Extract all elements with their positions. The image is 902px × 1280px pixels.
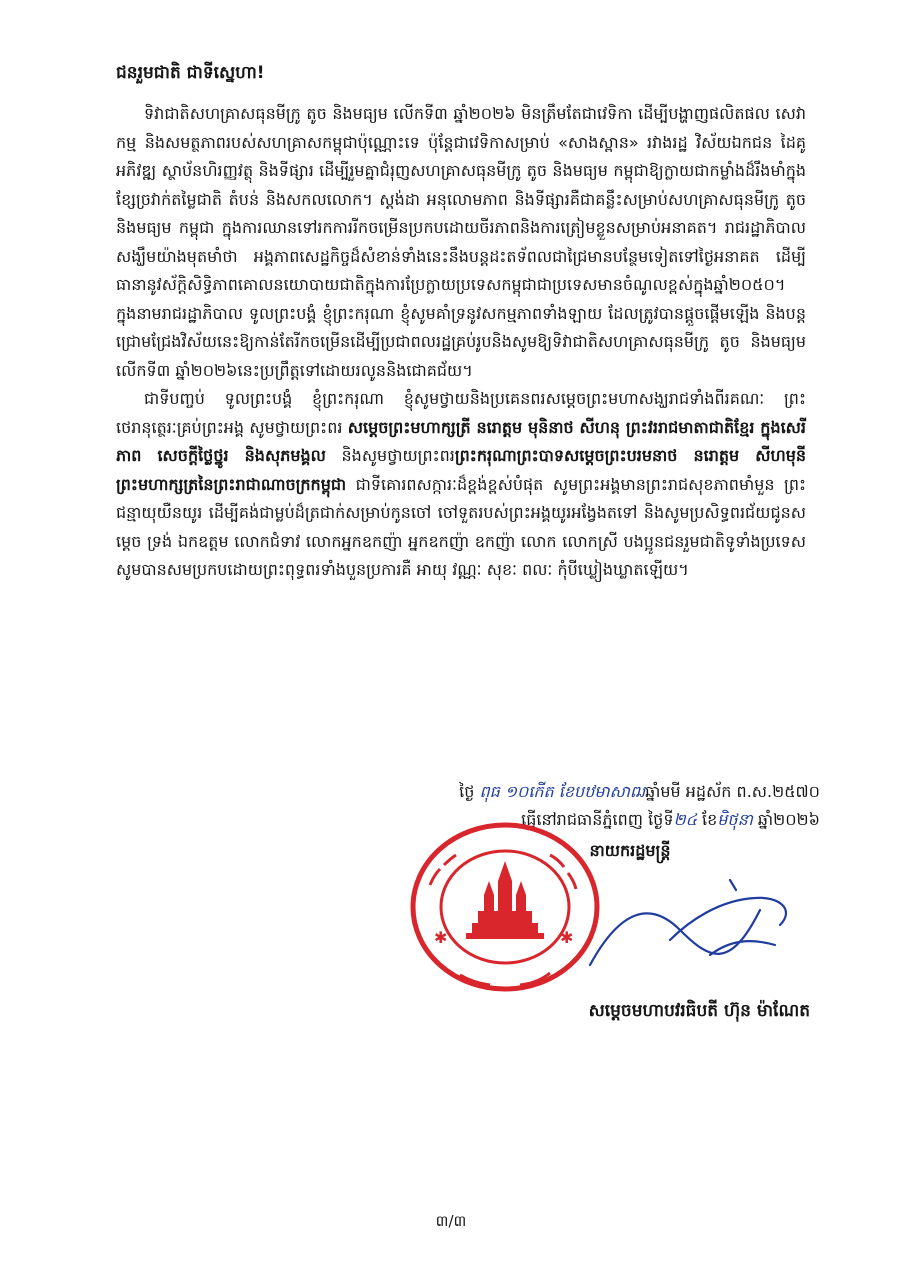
- solar-date-suffix: ឆ្នាំ២០២៦: [752, 810, 820, 829]
- lunar-date-line: [430, 778, 820, 806]
- paragraph-main: ទិវាជាតិសហគ្រាសធុនមីក្រូ តូច និងមធ្យម លើកទី៣ ឆ្នាំ២០២៦ មិនត្រឹមតែជាវេទិកា ដើម្បីបង្ហាញផលិតផល សេវាកម្ម និងសមត្ថភាពរបស់សហគ្រាសកម្ពុជាប៉ុណ្ណោះទេ ប៉ុន្តែជាវេទិកាសម្រាប់ «សាងស្ពាន» រវាងរដ្ឋ វិស័យឯកជន ដៃគូអភិវឌ្ឍ ស្ថាប័នហិរញ្ញវត្ថុ និងទីផ្សារ ដើម្បីរួមគ្នាជំរុញសហគ្រាសធុនមីក្រូ តូច និងមធ្យម កម្ពុជាឱ្យក្លាយជាកម្លាំងដ៏រឹងមាំក្នុងខ្សែច្រវាក់តម្លៃជាតិ តំបន់ និងសកលលោក។ ស្តង់ដា អនុលោមភាព និងទីផ្សារគឺជាគន្លឹះសម្រាប់សហគ្រាសធុនមីក្រូ តូច និងមធ្យម កម្ពុជា ក្នុងការឈានទៅរកការរីកចម្រើនប្រកបដោយចីរភាពនិងការត្រៀមខ្លួនសម្រាប់អនាគត។ រាជរដ្ឋាភិបាលសង្ឃឹមយ៉ាងមុតមាំថា អង្គភាពសេដ្ឋកិច្ចដ៏សំខាន់ទាំងនេះនឹងបន្តដះត​ទ័ពលជាជ្រៃមានបន្ថែមទៀតទៅថ្ងៃអនាគត ដើម្បីធានានូវស័ក្តិសិទ្ធិភាពគោលនយោបាយជាតិក្នុងការប្រែក្លាយប្រទេសកម្ពុជាជាប្រទេសមានចំណូលខ្ពស់ក្នុងឆ្នាំ២០៥០។ ក្នុងនាមរាជរដ្ឋាភិបាល ទូលព្រះបង្គំ ខ្ញុំព្រះករុណា ខ្ញុំសូមគាំទ្រនូវសកម្មភាពទាំងឡាយ ដែលត្រូវបានផ្តួចផ្តើមឡើង និងបន្តជ្រោមជ្រែងវិស័យនេះឱ្យកាន់តែរីកចម្រើនដើម្បីប្រជាពលរដ្ឋគ្រប់រូបនិងសូមឱ្យទិវាជាតិសហគ្រាសធុនមីក្រូ តូច និងមធ្យម លើកទី៣ ឆ្នាំ២០២៦នេះប្រព្រឹត្តទៅដោយរលូននិងជោគជ័យ។: [116, 104, 806, 380]
- solar-date-mid: ខែ: [696, 810, 718, 829]
- signer-name: សម្តេចមហាបវរធិបតី ហ៊ុន ម៉ាណែត: [588, 1001, 810, 1021]
- letter-body: [116, 100, 806, 585]
- solar-date-month: មិថុនា: [717, 810, 753, 829]
- closing-tail: ជាទីគោរពសក្ការៈដ៏ខ្ពង់ខ្ពស់បំផុត សូមព្រះអង្គមានព្រះរាជសុខភាពមាំមួន ព្រះជន្មាយុយឺនយូរ ដើម្បីគង់ជាម្លប់ដ៏ត្រជាក់សម្រាប់កូនចៅ ចៅទួតរបស់ព្រះអង្គយូរអង្វែងតទៅ និងសូមប្រសិទ្ធពរជ័យជូនសម្តេច ទ្រង់ ឯកឧត្តម លោកជំទាវ លោកអ្នកឧកញ៉ា អ្នកឧកញ៉ា ឧកញ៉ា លោក លោកស្រី បងប្អូនជនរួមជាតិទូទាំងប្រទេស សូមបានសមប្រកបដោយព្រះពុទ្ធពរទាំងបួនប្រការគឺ អាយុ វណ្ណៈ សុខៈ ពលៈ កុំបីឃ្លៀងឃ្លាតឡើយ។: [116, 474, 806, 579]
- lunar-date-suffix: ឆ្នាំមមី អដ្ឋស័ក ព.ស.២៥៧០: [645, 782, 820, 801]
- signer-title: នាយករដ្ឋមន្ត្រី: [589, 841, 671, 860]
- queen-mother-title: សម្តេចព្រះមហាក្សត្រី នរោត្តម មុនិនាថ សីហនុ ព្រះវររាជមាតាជាតិខ្មែរ ក្នុងសេរីភាព សេចក្តីថ្លៃថ្នូរ និងសុភមង្គល: [116, 417, 806, 465]
- svg-text:✱: ✱: [434, 928, 448, 947]
- page-number: ៣/៣: [435, 1212, 467, 1230]
- greeting: ជនរួមជាតិ ជាទីស្នេហា!: [116, 63, 265, 83]
- closing-lead: ជាទីបញ្ចប់ ទូលព្រះបង្គំ ខ្ញុំព្រះករុណា ខ្ញុំសូមថ្វាយនិងប្រគេនពរសម្តេចព្រះមហាសង្ឃរាជទាំងពីរគណៈ ព្រះថេរានុត្ថេរៈគ្រប់ព្រះអង្គ សូមថ្វាយព្រះពរ: [116, 389, 806, 437]
- lunar-date-prefix: ថ្ងៃ: [459, 782, 475, 801]
- king-title: ព្រះករុណាព្រះបាទសម្តេចព្រះបរមនាថ នរោត្តម សីហមុនី ព្រះមហាក្សត្រនៃព្រះរាជាណាចក្រកម្ពុជា: [116, 446, 807, 494]
- signature-icon: [560, 870, 810, 980]
- solar-date-prefix: ធ្វើនៅរាជធានីភ្នំពេញ ថ្ងៃទី: [521, 810, 674, 829]
- lunar-date-handwritten: ពុធ ១០កើត ខែបឋមាសាឍ: [479, 782, 646, 801]
- svg-text:✱: ✱: [560, 928, 574, 947]
- closing-mid: និងសូមថ្វាយព្រះពរ: [325, 446, 455, 465]
- solar-date-day: ២៤: [673, 810, 697, 829]
- paragraph-closing: [116, 385, 806, 585]
